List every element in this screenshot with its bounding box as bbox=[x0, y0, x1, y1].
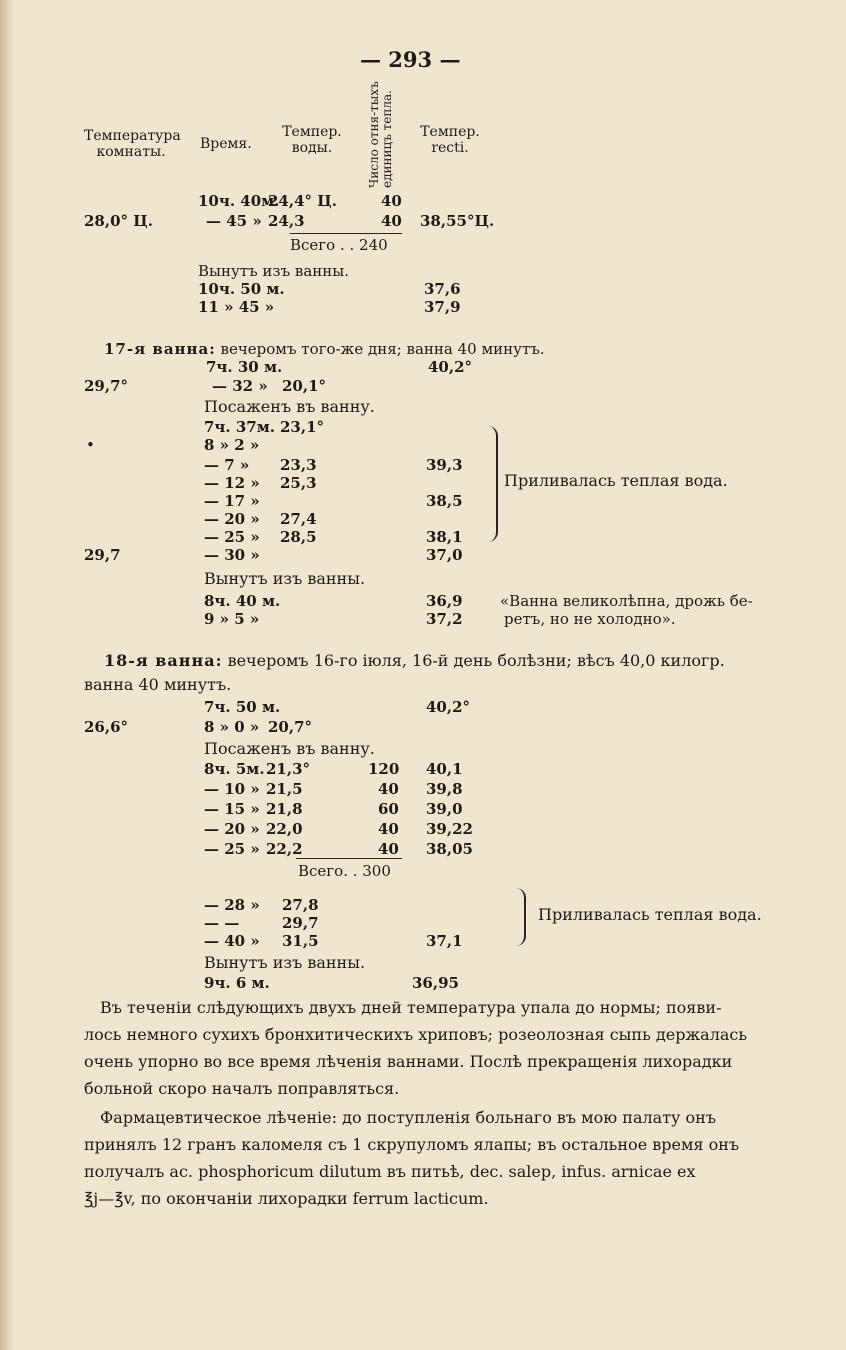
bath17-r2-water: 20,1° bbox=[282, 377, 327, 395]
bath18-r1-recti: 40,2° bbox=[426, 698, 471, 716]
bath18-total-rule bbox=[296, 858, 402, 859]
b1-row1-water: 24,4° Ц. bbox=[268, 192, 337, 210]
bath18-r2-time: 8 » 0 » bbox=[204, 718, 260, 736]
b1-total-rule bbox=[290, 233, 402, 234]
header-water-temp: Темпер. воды. bbox=[282, 124, 342, 156]
bath18-out-label: Вынутъ изъ ванны. bbox=[204, 953, 366, 972]
bath18-seated: Посаженъ въ ванну. bbox=[204, 739, 375, 758]
bath17-out1-recti: 36,9 bbox=[426, 592, 463, 610]
paragraph-line: Фармацевтическое лѣченіе: до поступленія больнаго въ мою палату онъ bbox=[100, 1108, 717, 1127]
bath18-out1-recti: 36,95 bbox=[412, 974, 459, 992]
paragraph-line: Въ теченіи слѣдующихъ двухъ дней температура упала до нормы; появи- bbox=[100, 998, 722, 1017]
b1-row2-recti: 38,55°Ц. bbox=[420, 212, 495, 230]
bath17-quote-line1: «Ванна великолѣпна, дрожь бе- bbox=[500, 592, 753, 610]
paragraph-after-baths bbox=[84, 994, 756, 1102]
bath18-title-line1: 18-я ванна: вечеромъ 16-го іюля, 16-й день болѣзни; вѣсъ 40,0 килогр. bbox=[104, 651, 725, 670]
header-room-temp: Температура комнаты. bbox=[84, 128, 181, 160]
bath17-out2-time: 9 » 5 » bbox=[204, 610, 260, 628]
bath18-r2-room: 26,6° bbox=[84, 718, 129, 736]
bath18-r1-time: 7ч. 50 м. bbox=[204, 698, 281, 716]
b1-out1-time: 10ч. 50 м. bbox=[198, 280, 285, 298]
bath17-quote-line2: ретъ, но не холодно». bbox=[504, 610, 676, 628]
bath17-out1-time: 8ч. 40 м. bbox=[204, 592, 281, 610]
bath18-brace bbox=[514, 888, 526, 946]
paragraph-pharmaceutical bbox=[84, 1104, 756, 1212]
bath17-out2-recti: 37,2 bbox=[426, 610, 463, 628]
bath17-r2-time: — 32 » bbox=[212, 377, 268, 395]
bath17-out-label: Вынутъ изъ ванны. bbox=[204, 569, 366, 588]
bath17-brace-note: Приливалась теплая вода. bbox=[504, 471, 728, 490]
bath17-r1-recti: 40,2° bbox=[428, 358, 473, 376]
header-time: Время. bbox=[200, 136, 252, 152]
bath18-r2-water: 20,7° bbox=[268, 718, 313, 736]
bath17-seated: Посаженъ въ ванну. bbox=[204, 397, 375, 416]
page-gutter-shadow bbox=[0, 0, 14, 1350]
header-recti-temp: Темпер. recti. bbox=[420, 124, 480, 156]
document-page: — 293 — Температура комнаты. Время. Темпер. воды. Число отня-тыхъ единицъ тепла. Темпер. recti. 10ч. 40м. 24,4° Ц. 40 28,0° Ц. — 45 » 24,3 40 38,55°Ц. Всего . . 240 Вынутъ изъ ванны. 10ч. 50 м. 37,6 11 » 45 » 37,9 17-я ванна: вечеромъ того-же дня; ванна 40 минутъ. 7ч. 30 м. 40,2° 29,7° — 32 » 20,1° Посаженъ въ ванну. 7ч. 37м. 23,1° • 8 » 2 » — 7 » 23,3 39,3 — 12 » 25,3 — 17 » 38,5 — 20 » 27,4 — 25 » 28,5 38,1 29,7 — 30 » 37,0 Приливалась теплая вода. Вынутъ изъ ванны. 8ч. 40 м. 36,9 9 » 5 » 37,2 «Ванна великолѣпна, дрожь бе- ретъ, но не холодно». 18-я ванна: вечеромъ 16-го іюля, 16-й день болѣзни; вѣсъ 40,0 килогр. ванна 40 минутъ. 7ч. 50 м. 40,2° 26,6° 8 » 0 » 20,7° Посаженъ въ ванну. 8ч. 5м. 21,3° 120 40,1 — 10 » 21,5 40 39,8 — 15 » 21,8 60 39,0 — 20 » 22,0 40 39,22 — 25 » 22,2 40 38,05 Всего. . 300 — 28 » 27,8 — — 29,7 — 40 » 31,5 37,1 Приливалась теплая вода. Вынутъ изъ ванны. 9ч. 6 м. 36,95 Въ теченіи слѣдующихъ двухъ дней температура упала до нормы; появи- лось немного сухихъ бронхитическихъ хриповъ; розеолозная сыпь держалась очень упорно во все время лѣченія ваннами. Послѣ прекращенія лихорадки больной скоро началъ поправляться. Фармацевтическое лѣченіе: до поступленія больнаго въ мою палату онъ принялъ 12 гранъ каломеля съ 1 скрупуломъ ялапы; въ остальное время онъ получалъ ac. phosphoricum dilutum въ питьѣ, dec. salep, infus. arnicae ex ℥j—℥v, по окончаніи лихорадки ferrum lacticum. bbox=[0, 0, 846, 1350]
b1-out-label: Вынутъ изъ ванны. bbox=[198, 262, 349, 280]
b1-row2-units: 40 bbox=[381, 212, 402, 230]
bath18-out1-time: 9ч. 6 м. bbox=[204, 974, 270, 992]
bath17-title: 17-я ванна: вечеромъ того-же дня; ванна 40 минутъ. bbox=[104, 340, 545, 358]
paragraph-line: принялъ 12 гранъ каломеля съ 1 скрупуломъ ялапы; въ остальное время онъ bbox=[84, 1135, 740, 1154]
paragraph-line: очень упорно во все время лѣченія ваннами. Послѣ прекращенія лихорадки bbox=[84, 1052, 733, 1071]
bath17-r1-time: 7ч. 30 м. bbox=[206, 358, 283, 376]
b1-row2-time: — 45 » bbox=[206, 212, 262, 230]
bath17-r2-room: 29,7° bbox=[84, 377, 129, 395]
paragraph-line: получалъ ac. phosphoricum dilutum въ питьѣ, dec. salep, infus. arnicae ex bbox=[84, 1162, 696, 1181]
paragraph-line: больной скоро началъ поправляться. bbox=[84, 1079, 400, 1098]
page-number: — 293 — bbox=[360, 47, 461, 72]
b1-row1-units: 40 bbox=[381, 192, 402, 210]
b1-total: Всего . . 240 bbox=[290, 236, 388, 254]
b1-out2-time: 11 » 45 » bbox=[198, 298, 275, 316]
paragraph-line: ℥j—℥v, по окончаніи лихорадки ferrum lacticum. bbox=[84, 1189, 489, 1208]
b1-row2-room: 28,0° Ц. bbox=[84, 212, 153, 230]
bath18-title-line2: ванна 40 минутъ. bbox=[84, 675, 232, 694]
bath17-brace bbox=[486, 426, 498, 542]
paragraph-line: лось немного сухихъ бронхитическихъ хриповъ; розеолозная сыпь держалась bbox=[84, 1025, 748, 1044]
bath18-brace-note: Приливалась теплая вода. bbox=[538, 905, 762, 924]
bath18-total: Всего. . 300 bbox=[298, 862, 391, 880]
b1-out1-recti: 37,6 bbox=[424, 280, 461, 298]
header-units: Число отня-тыхъ единицъ тепла. bbox=[367, 81, 394, 188]
b1-row2-water: 24,3 bbox=[268, 212, 305, 230]
b1-row1-time: 10ч. 40м. bbox=[198, 192, 280, 210]
b1-out2-recti: 37,9 bbox=[424, 298, 461, 316]
